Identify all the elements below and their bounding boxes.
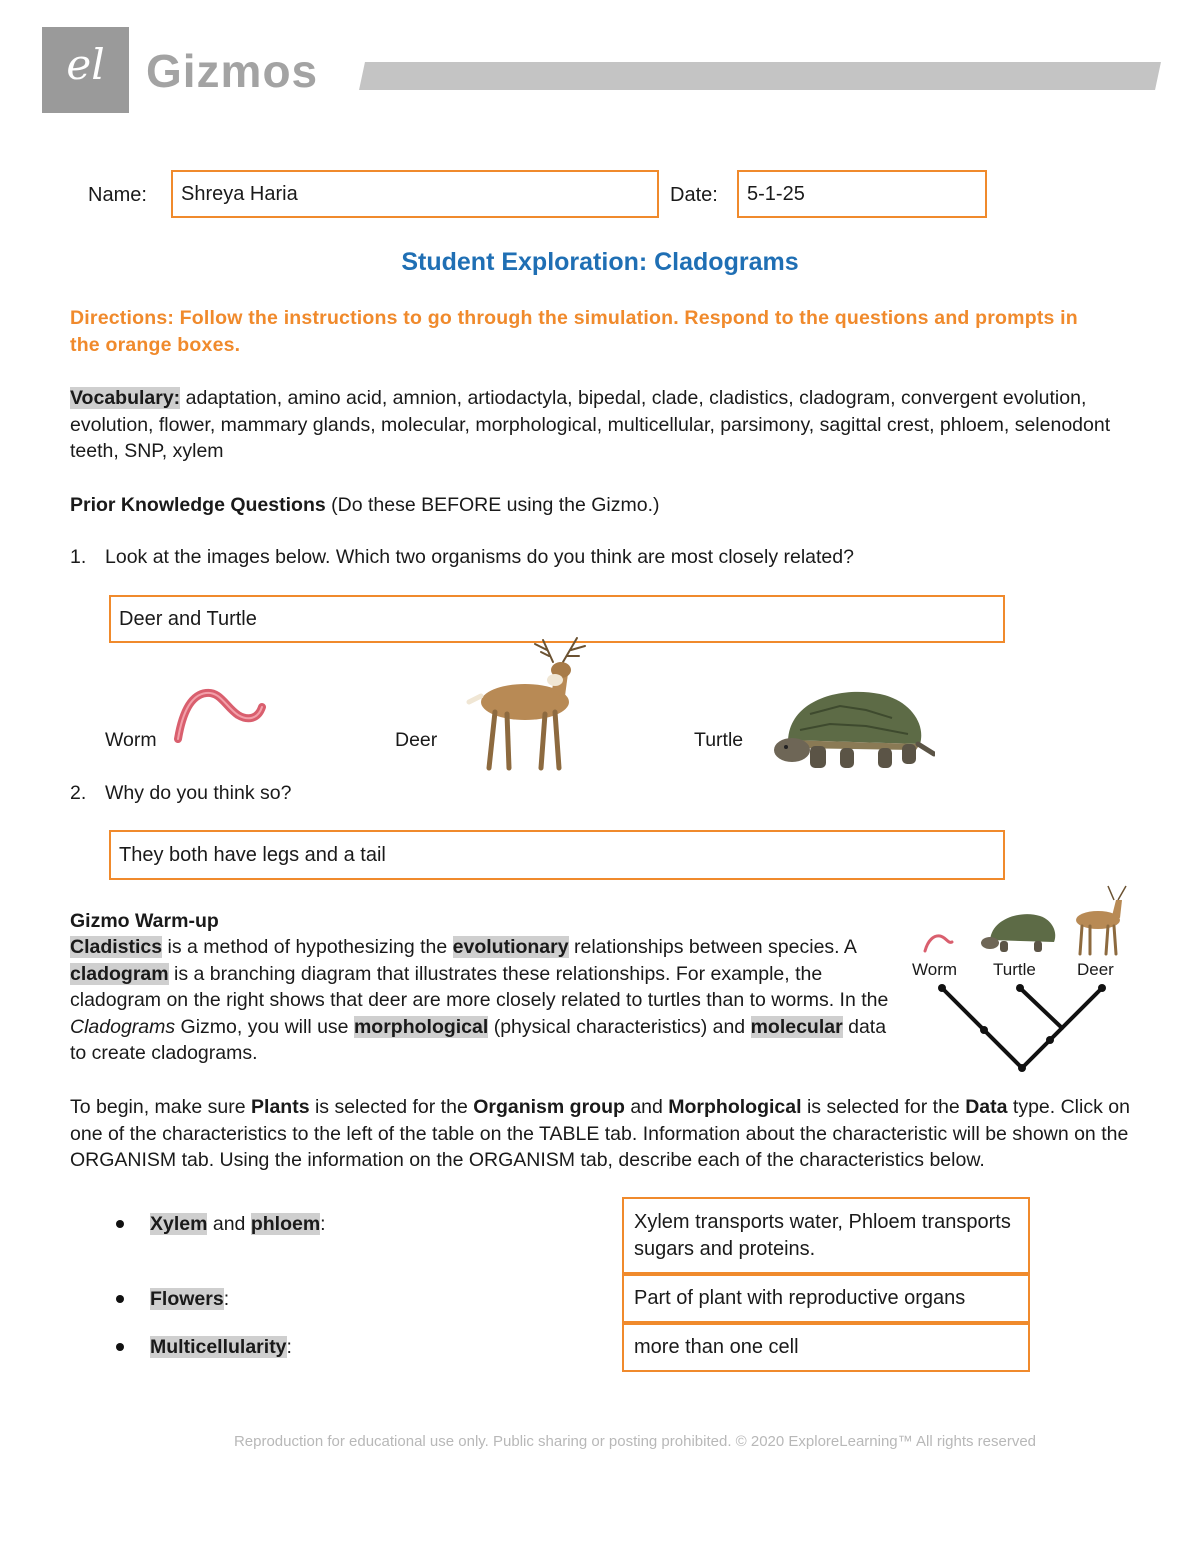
deer-mini-icon bbox=[1062, 884, 1134, 956]
organism-label-worm: Worm bbox=[105, 729, 157, 751]
deer-icon bbox=[455, 632, 593, 774]
colon-1: : bbox=[320, 1213, 326, 1235]
q1-text: Look at the images below. Which two organisms do you think are most closely related? bbox=[105, 546, 854, 568]
header-bar bbox=[359, 62, 1161, 90]
worm-icon bbox=[172, 685, 268, 745]
q1-number: 1. bbox=[70, 546, 87, 568]
warmup-paragraph bbox=[70, 934, 890, 1067]
colon-3: : bbox=[286, 1336, 292, 1358]
prior-heading-label: Prior Knowledge Questions bbox=[70, 494, 326, 516]
warmup-text-6: data to create cladograms. bbox=[70, 1015, 887, 1064]
term-molecular: molecular bbox=[750, 1015, 843, 1038]
term-organism-group: Organism group bbox=[473, 1096, 625, 1118]
name-field[interactable]: Shreya Haria bbox=[171, 170, 659, 218]
organism-label-deer: Deer bbox=[395, 729, 438, 751]
characteristic-multicellularity bbox=[150, 1334, 292, 1361]
begin-text-1: To begin, make sure bbox=[70, 1096, 252, 1118]
answer-box-flowers[interactable]: Part of plant with reproductive organs bbox=[622, 1274, 1030, 1323]
cladogram-label-turtle: Turtle bbox=[993, 960, 1036, 979]
warmup-heading: Gizmo Warm-up bbox=[70, 910, 219, 932]
term-phloem: phloem bbox=[250, 1213, 321, 1235]
warmup-text-3: is a branching diagram that illustrates these relationships. For example, the cladogram on the right shows that deer are more closely related to turtles than to worms. In the bbox=[70, 962, 889, 1011]
term-xylem: Xylem bbox=[150, 1213, 208, 1235]
characteristic-flowers bbox=[150, 1286, 229, 1313]
term-evolutionary: evolutionary bbox=[452, 936, 569, 958]
answer-box-2[interactable]: They both have legs and a tail bbox=[109, 830, 1005, 880]
term-cladistics: Cladistics bbox=[70, 936, 163, 958]
footer-copyright: Reproduction for educational use only. Public sharing or posting prohibited. © 2020 ExploreLearning™ All rights reserved bbox=[233, 1433, 1037, 1450]
begin-text-4: is selected for the bbox=[801, 1096, 966, 1118]
warmup-text-4: Gizmo, you will use bbox=[175, 1015, 354, 1038]
name-label: Name: bbox=[88, 184, 147, 206]
answer-box-xylem-phloem[interactable]: Xylem transports water, Phloem transports sugars and proteins. bbox=[622, 1197, 1030, 1274]
bullet-1 bbox=[116, 1220, 124, 1228]
prior-heading bbox=[70, 492, 660, 519]
bullet-3 bbox=[116, 1343, 124, 1351]
answer-box-1[interactable]: Deer and Turtle bbox=[109, 595, 1005, 643]
warmup-text-2: relationships between species. A bbox=[568, 936, 856, 958]
cladogram-label-worm: Worm bbox=[912, 960, 958, 979]
vocabulary-text: adaptation, amino acid, amnion, artiodactyla, bipedal, clade, cladistics, cladogram, convergent evolution, evolution, flower, mammary glands, molecular, morphological, multicellular, parsimony, sagittal crest, phloem, selenodont teeth, SNP, xylem bbox=[70, 387, 1111, 462]
brand-name: Gizmos bbox=[146, 45, 319, 97]
begin-text-3: and bbox=[624, 1096, 669, 1118]
logo-icon: el bbox=[66, 40, 105, 89]
turtle-mini-icon bbox=[978, 910, 1060, 954]
term-plants: Plants bbox=[251, 1096, 310, 1118]
vocabulary-label: Vocabulary: bbox=[70, 387, 181, 409]
term-multicellularity: Multicellularity bbox=[150, 1336, 287, 1358]
begin-text-5: type. Click on one of the characteristics to the left of the table on the TABLE tab. Information about the characteristic will be shown on the ORGANISM tab. Using the information on the ORGANISM tab, describe each of the characteristics below. bbox=[70, 1096, 1130, 1171]
term-morphological-type: Morphological bbox=[668, 1096, 802, 1118]
and-text: and bbox=[207, 1213, 251, 1235]
instructions bbox=[70, 1094, 1130, 1174]
bullet-2 bbox=[116, 1295, 124, 1303]
term-flowers: Flowers bbox=[150, 1288, 224, 1310]
term-cladogram: cladogram bbox=[70, 962, 169, 985]
term-data: Data bbox=[965, 1096, 1008, 1118]
prior-note: (Do these BEFORE using the Gizmo.) bbox=[325, 494, 660, 516]
date-field[interactable]: 5-1-25 bbox=[737, 170, 987, 218]
term-morphological: morphological bbox=[353, 1015, 489, 1038]
organism-label-turtle: Turtle bbox=[694, 729, 744, 751]
turtle-icon bbox=[770, 684, 935, 776]
characteristic-xylem-phloem bbox=[150, 1211, 326, 1238]
cladogram-tree bbox=[932, 980, 1112, 1076]
page-title: Student Exploration: Cladograms bbox=[401, 248, 799, 276]
q2-text: Why do you think so? bbox=[105, 782, 292, 804]
warmup-text-1: is a method of hypothesizing the bbox=[162, 936, 453, 958]
date-label: Date: bbox=[670, 184, 718, 206]
q2-number: 2. bbox=[70, 782, 87, 804]
warmup-text-5: (physical characteristics) and bbox=[488, 1015, 751, 1038]
vocabulary bbox=[70, 385, 1130, 465]
gizmo-name: Cladograms bbox=[70, 1015, 176, 1038]
cladogram-label-deer: Deer bbox=[1077, 960, 1114, 979]
answer-box-multicellularity[interactable]: more than one cell bbox=[622, 1323, 1030, 1372]
colon-2: : bbox=[223, 1288, 230, 1310]
worm-mini-icon bbox=[922, 932, 954, 954]
begin-text-2: is selected for the bbox=[309, 1096, 474, 1118]
directions: Directions: Follow the instructions to go through the simulation. Respond to the questions and prompts in the orange boxes. bbox=[70, 307, 1078, 356]
